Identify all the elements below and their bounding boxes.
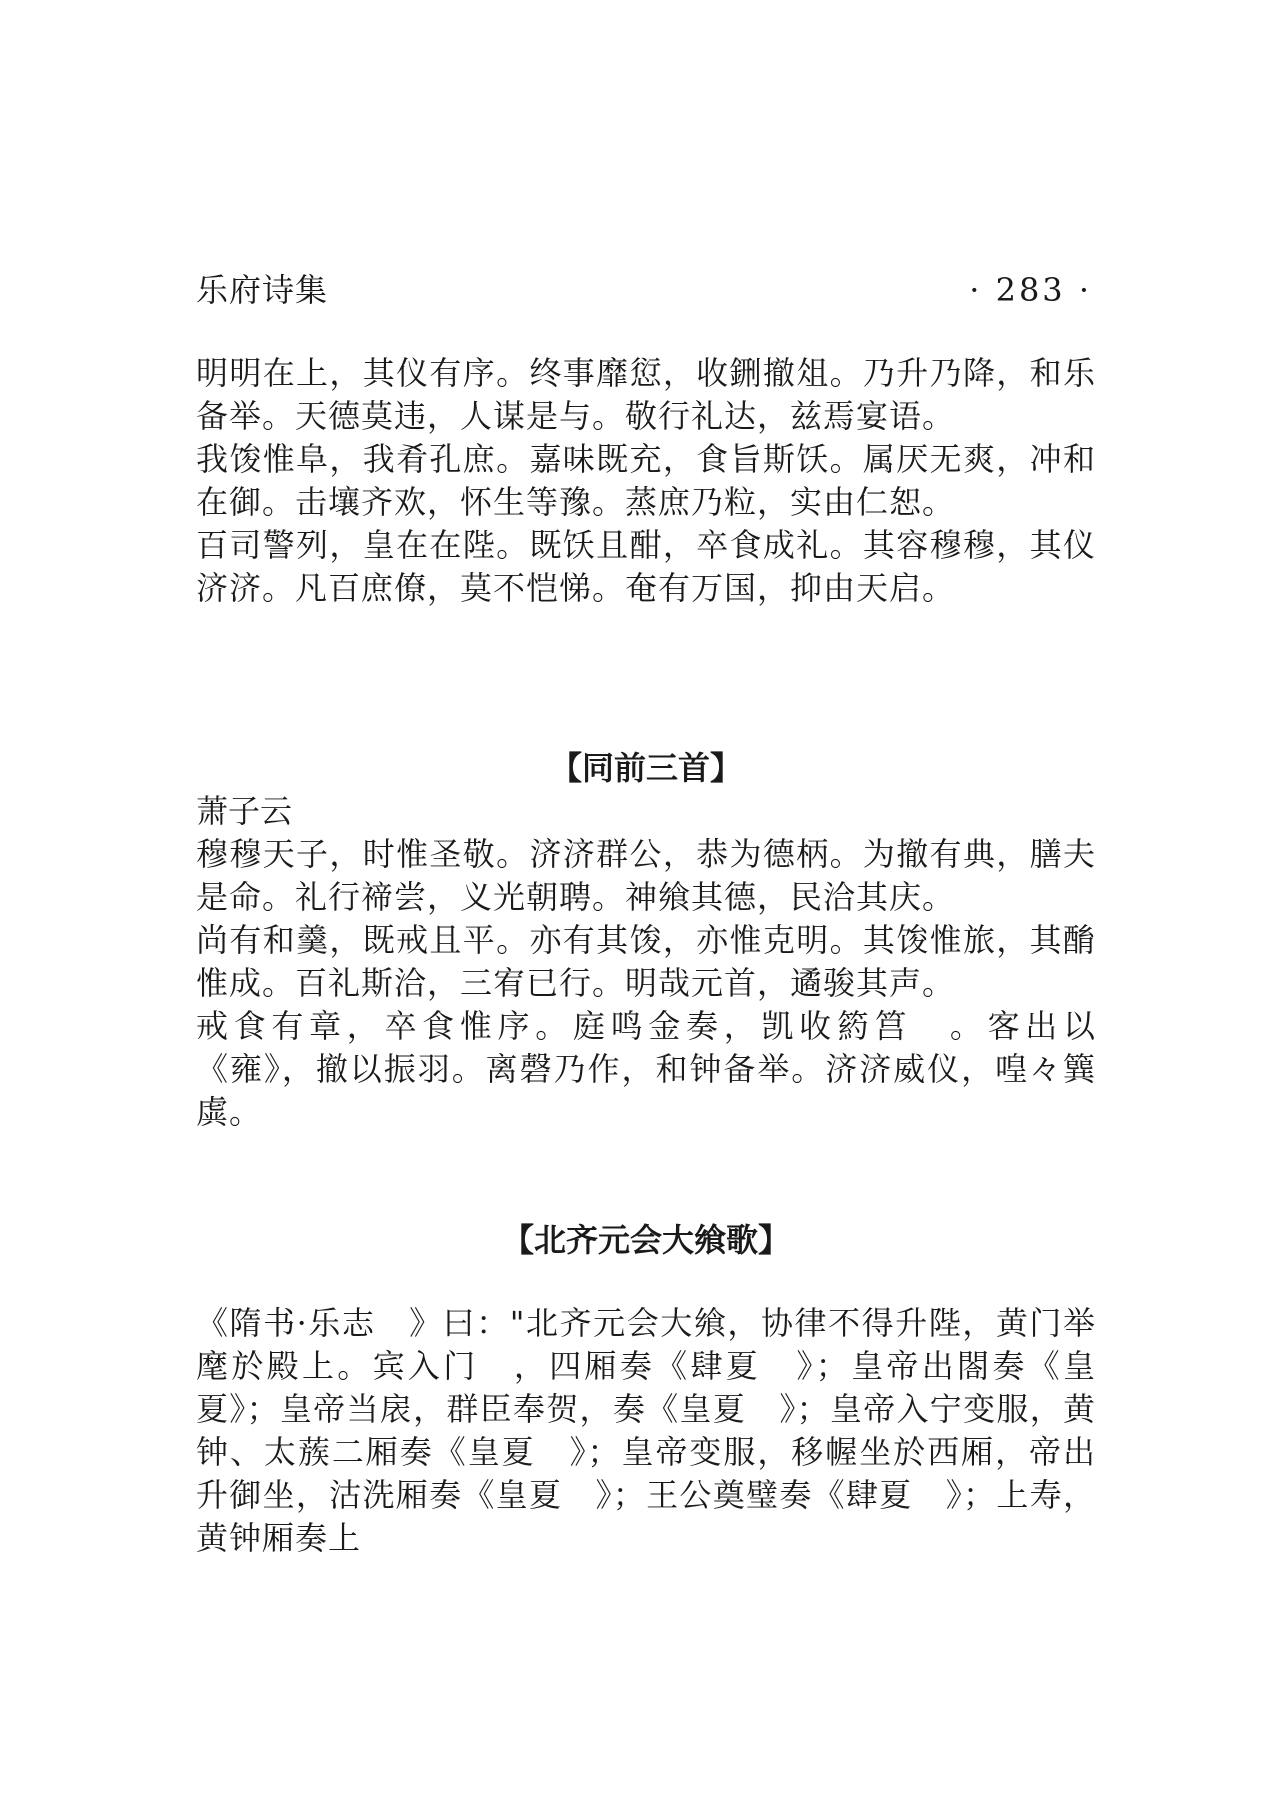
poem-stanza: 戒食有章，卒食惟序。庭鸣金奏，凯收箹筥 。客出以《雍》，撤以振羽。离磬乃作，和钟备举。济济威仪，喤々簨虡。 (196, 1007, 1096, 1131)
poem-section-1 (196, 352, 1096, 610)
poem-stanza: 明明在上，其仪有序。终事靡愆，收鉶撤俎。乃升乃降，和乐备举。天德莫违，人谋是与。敬行礼达，兹焉宴语。 (196, 354, 1096, 435)
poem-stanza: 尚有和羹，既戒且平。亦有其馂，亦惟克明。其馂惟旅，其酳惟成。百礼斯洽，三宥已行。明哉元首，遹骏其声。 (196, 921, 1096, 1002)
poem-stanza: 我馂惟阜，我肴孔庶。嘉味既充，食旨斯饫。属厌无爽，冲和在御。击壤齐欢，怀生等豫。蒸庶乃粒，实由仁恕。 (196, 440, 1096, 521)
section-heading: 【同前三首】 (549, 749, 742, 787)
document-page (196, 0, 1096, 1795)
page-number: · 283 · (969, 271, 1092, 309)
poem-section-2 (196, 790, 1096, 1134)
poem-stanza: 百司警列，皇在在陛。既饫且酣，卒食成礼。其容穆穆，其仪济济。凡百庶僚，莫不恺悌。奄有万国，抑由天启。 (196, 526, 1096, 607)
page-header (196, 268, 1096, 312)
section-heading: 【北齐元会大飨歌】 (501, 1221, 790, 1259)
book-title: 乐府诗集 (196, 271, 329, 309)
prose-section-3 (196, 1302, 1096, 1560)
prose-paragraph: 《隋书·乐志 》曰："北齐元会大飨，协律不得升陛，黄门举麾於殿上。宾入门 ，四厢奏《肆夏 》；皇帝出閤奏《皇夏》；皇帝当扆，群臣奉贺，奏《皇夏 》；皇帝入宁变服，黄钟、太蔟二厢奏《皇夏 》；皇帝变服，移幄坐於西厢，帝出升御坐，沽洗厢奏《皇夏 》；王公奠璧奏《肆夏 》；上寿，黄钟厢奏上 (196, 1304, 1096, 1557)
poem-stanza: 穆穆天子，时惟圣敬。济济群公，恭为德柄。为撤有典，膳夫是命。礼行禘尝，义光朝聘。神飨其德，民洽其庆。 (196, 835, 1096, 916)
author-name: 萧子云 (196, 792, 293, 830)
